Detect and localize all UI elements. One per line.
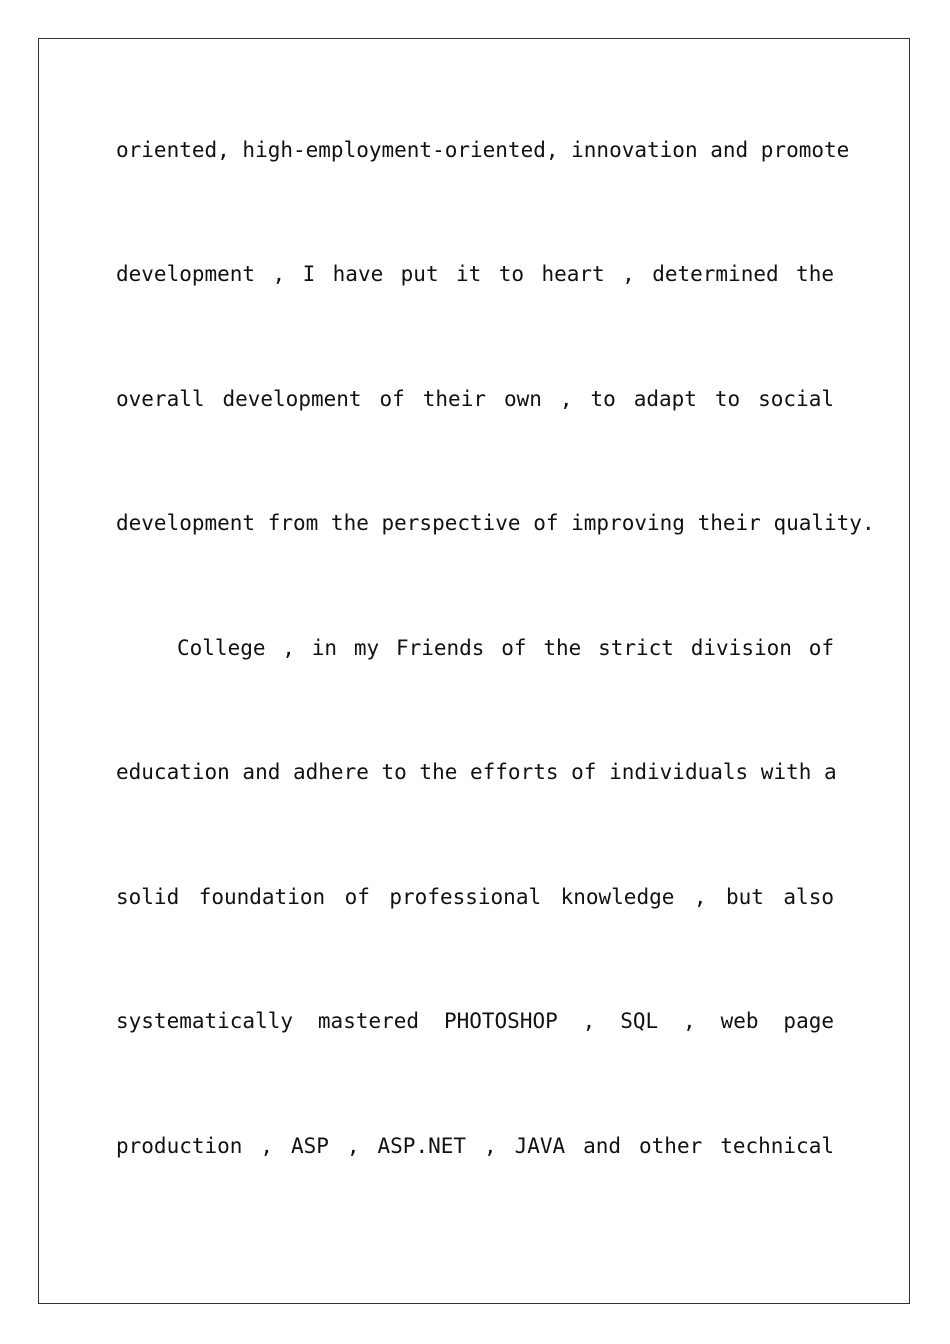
text-line: oriented, high-employment-oriented, innovation and promote <box>116 138 850 162</box>
text-line: education and adhere to the efforts of individuals with a <box>116 760 837 784</box>
text-line: solid foundation of professional knowledge , but also <box>116 885 834 909</box>
text-line: overall development of their own , to adapt to social <box>116 387 834 411</box>
paragraph-first-line: College , in my Friends of the strict division of <box>177 636 834 660</box>
text-line: production , ASP , ASP.NET , JAVA and other technical <box>116 1134 834 1158</box>
text-line: development , I have put it to heart , determined the <box>116 262 834 286</box>
page-border <box>38 38 910 1304</box>
text-line: development from the perspective of improving their quality. <box>116 511 875 535</box>
text-line: systematically mastered PHOTOSHOP , SQL , web page <box>116 1009 834 1033</box>
